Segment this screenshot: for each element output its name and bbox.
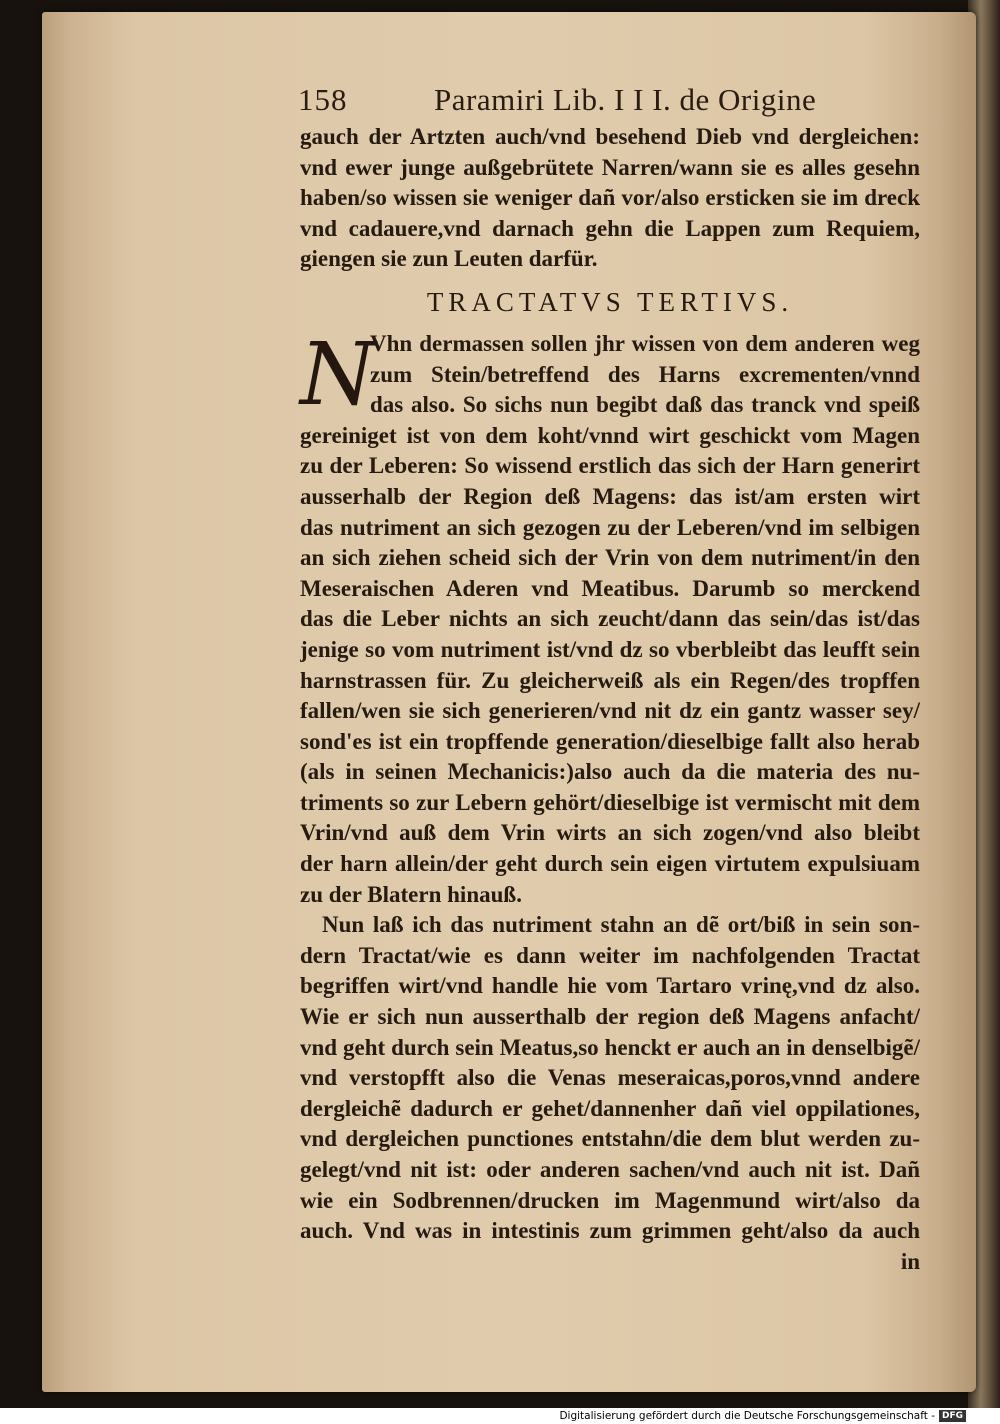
text-line: auch. Vnd was in intestinis zum grimmen geht/also da auch bbox=[300, 1218, 920, 1244]
text-line: harnstrassen für. Zu gleicherweiß als ein Regen/des tropffen bbox=[300, 667, 920, 693]
paragraph-two bbox=[300, 910, 920, 1247]
text-line: zum Stein/betreffend des Harns excrementen/vnnd bbox=[370, 361, 920, 387]
text-line: giengen sie zun Leuten darfür. bbox=[300, 246, 598, 272]
text-line: dergleichẽ dadurch er gehet/dannenher dañ viel oppilationes, bbox=[300, 1095, 920, 1121]
text-line: gelegt/vnd nit ist: oder anderen sachen/vnd auch nit ist. Dañ bbox=[300, 1157, 920, 1182]
text-line: an sich ziehen scheid sich der Vrin von dem nutriment/in den bbox=[300, 545, 920, 571]
text-line: fallen/wen sie sich generieren/vnd nit dz ein gantz wasser sey/ bbox=[300, 698, 920, 724]
text-line: Vrin/vnd auß dem Vrin wirts an sich zogen/vnd also bleibt bbox=[300, 820, 920, 846]
text-line: gereiniget ist von dem koht/vnnd wirt geschickt vom Magen bbox=[300, 422, 920, 448]
text-line: (als in seinen Mechanicis:)also auch da die materia des nu- bbox=[300, 759, 920, 785]
text-line: Vhn dermassen sollen jhr wissen von dem anderen weg bbox=[370, 330, 920, 356]
digitization-credit bbox=[559, 1409, 966, 1423]
text-line: vnd dergleichen punctiones entstahn/die dem blut werden zu- bbox=[300, 1126, 920, 1152]
drop-initial: N bbox=[300, 324, 376, 425]
text-line: wie ein Sodbrennen/drucken im Magenmund wirt/also da bbox=[300, 1187, 920, 1213]
text-line: vnd verstopfft also die Venas meseraicas,poros,vnnd andere bbox=[300, 1065, 920, 1091]
text-line: das nutriment an sich gezogen zu der Leberen/vnd im selbigen bbox=[300, 514, 920, 540]
text-line: sond'es ist ein tropffende generation/dieselbige fallt also herab bbox=[300, 728, 920, 754]
text-line: haben/so wissen sie weniger dañ vor/also ersticken sie im dreck bbox=[300, 185, 920, 211]
text-line: jenige so vom nutriment ist/vnd dz so vberbleibt das leufft sein bbox=[300, 636, 920, 662]
running-title: Paramiri Lib. I I I. de Origine bbox=[434, 82, 817, 117]
page-number: 158 bbox=[298, 82, 348, 117]
text-line: Wie er sich nun ausserthalb der region deß Magens anfacht/ bbox=[300, 1004, 920, 1030]
paragraph-before-heading bbox=[300, 122, 920, 275]
text-line: zu der Leberen: So wissend erstlich das sich der Harn generirt bbox=[300, 453, 920, 479]
text-line: der harn allein/der geht durch sein eigen virtutem expulsiuam bbox=[300, 851, 920, 877]
credit-text: Digitalisierung gefördert durch die Deutsche Forschungsgemeinschaft - bbox=[559, 1410, 935, 1422]
section-heading: TRACTATVS TERTIVS. bbox=[426, 286, 794, 317]
text-line: das also. So sichs nun begibt daß das tranck vnd speiß bbox=[370, 392, 920, 418]
text-line: vnd ewer junge außgebrütete Narren/wann sie es alles gesehn bbox=[300, 154, 920, 180]
text-line: zu der Blatern hinauß. bbox=[300, 881, 522, 907]
dfg-logo: DFG bbox=[939, 1410, 966, 1422]
text-line: dern Tractat/wie es dann weiter im nachfolgenden Tractat bbox=[300, 942, 920, 968]
paragraph-with-initial bbox=[300, 324, 920, 910]
text-line: gauch der Artzten auch/vnd besehend Dieb vnd dergleichen: bbox=[300, 124, 920, 149]
page-header bbox=[298, 80, 818, 120]
catchword: in bbox=[900, 1248, 920, 1274]
text-line: triments so zur Lebern gehört/dieselbige ist vermischt mit dem bbox=[300, 789, 920, 815]
text-line: vnd cadauere,vnd darnach gehn die Lappen zum Requiem, bbox=[300, 215, 920, 241]
text-line: begriffen wirt/vnd handle hie vom Tartaro vrinę,vnd dz also. bbox=[300, 973, 920, 999]
text-line: das die Leber nichts an sich zeucht/dann das sein/das ist/das bbox=[300, 606, 920, 632]
text-line: Nun laß ich das nutriment stahn an dẽ ort/biß in sein son- bbox=[322, 912, 920, 938]
text-block bbox=[300, 122, 920, 1277]
text-line: vnd geht durch sein Meatus,so henckt er auch an in denselbigẽ/ bbox=[300, 1034, 920, 1060]
text-line: Meseraischen Aderen vnd Meatibus. Darumb so merckend bbox=[300, 575, 920, 601]
text-line: ausserhalb der Region deß Magens: das ist/am ersten wirt bbox=[300, 483, 920, 509]
